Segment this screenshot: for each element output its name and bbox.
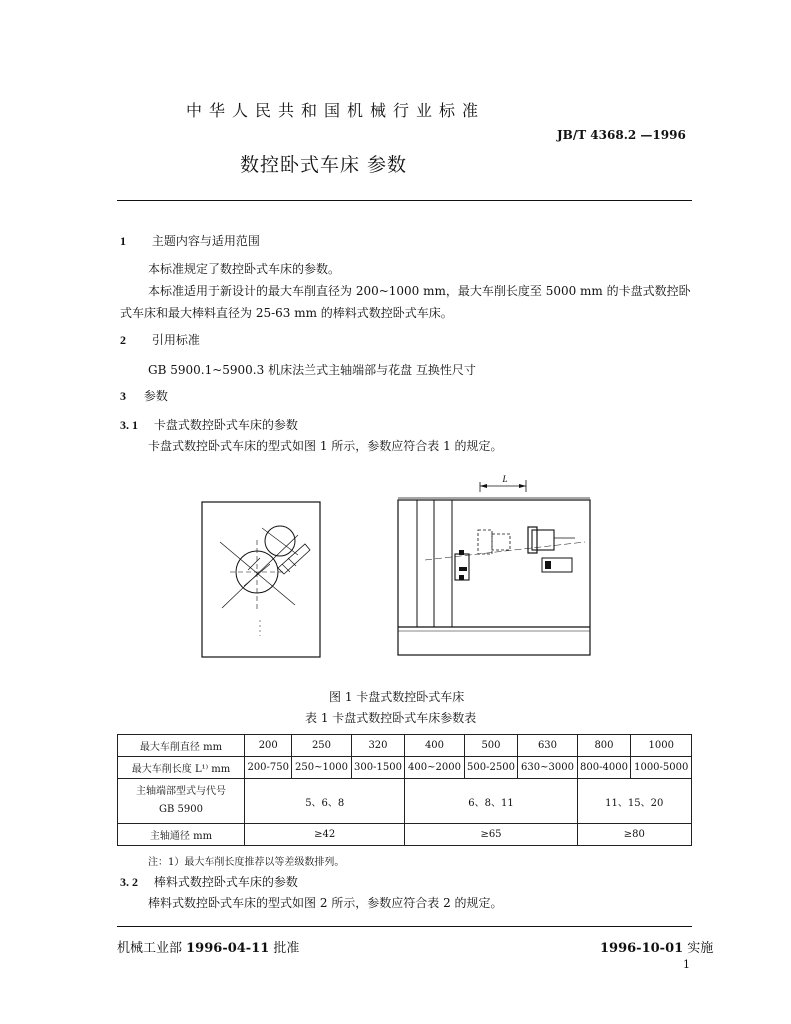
table-cell: 5、6、8 bbox=[245, 779, 405, 824]
row-header bbox=[118, 779, 245, 824]
reference-standard: GB 5900.1~5900.3 机床法兰式主轴端部与花盘 互换性尺寸 bbox=[148, 363, 476, 377]
row-header: 最大车削直径 mm bbox=[118, 735, 245, 757]
section-number: 1 bbox=[120, 234, 126, 248]
lathe-front-view-drawing bbox=[395, 472, 595, 662]
section-number: 2 bbox=[120, 333, 126, 347]
parameter-table bbox=[117, 734, 692, 846]
lathe-side-view-drawing bbox=[200, 500, 325, 660]
page-title: 数控卧式车床 参数 bbox=[240, 154, 408, 176]
table-cell: 1000 bbox=[631, 735, 692, 757]
paragraph: 式车床和最大棒料直径为 25-63 mm 的棒料式数控卧式车床。 bbox=[120, 306, 453, 320]
table-cell: 11、15、20 bbox=[577, 779, 691, 824]
implementation-date: 1996-10-01 bbox=[600, 941, 684, 956]
figure-caption: 图 1 卡盘式数控卧式车床 bbox=[329, 690, 465, 704]
approval-suffix: 批准 bbox=[269, 941, 300, 956]
table-cell: 300-1500 bbox=[351, 757, 405, 779]
section-title: 参数 bbox=[143, 389, 168, 403]
section-title: 卡盘式数控卧式车床的参数 bbox=[153, 418, 298, 432]
footer-rule bbox=[117, 926, 692, 927]
section-3-1-heading bbox=[120, 416, 298, 433]
dimension-label-l: L bbox=[502, 474, 508, 484]
section-1-heading bbox=[120, 232, 260, 249]
table-cell: ≥80 bbox=[577, 824, 691, 846]
table-cell: ≥65 bbox=[405, 824, 577, 846]
table-cell: 400~2000 bbox=[405, 757, 464, 779]
row-header: 最大车削长度 L¹⁾ mm bbox=[118, 757, 245, 779]
paragraph: 本标准适用于新设计的最大车削直径为 200~1000 mm，最大车削长度至 5000 mm 的卡盘式数控卧 bbox=[148, 284, 691, 298]
section-number: 3 bbox=[120, 389, 126, 403]
standard-organization: 中华人民共和国机械行业标准 bbox=[186, 101, 486, 120]
table-note: 注：1）最大车削长度推荐以等差级数排列。 bbox=[148, 857, 345, 868]
row-header-line: 主轴端部型式与代号 bbox=[136, 786, 226, 797]
table-row bbox=[118, 757, 692, 779]
table-cell: 250~1000 bbox=[292, 757, 351, 779]
section-number: 3. 2 bbox=[120, 875, 138, 889]
paragraph: 本标准规定了数控卧式车床的参数。 bbox=[148, 262, 341, 276]
table-cell: 6、8、11 bbox=[405, 779, 577, 824]
table-cell: ≥42 bbox=[245, 824, 405, 846]
paragraph: 卡盘式数控卧式车床的型式如图 1 所示，参数应符合表 1 的规定。 bbox=[148, 439, 503, 453]
section-title: 引用标准 bbox=[151, 333, 200, 347]
table-cell: 800-4000 bbox=[577, 757, 631, 779]
table-row bbox=[118, 735, 692, 757]
section-title: 主题内容与适用范围 bbox=[151, 234, 260, 248]
table-cell: 500-2500 bbox=[464, 757, 518, 779]
table-cell: 250 bbox=[292, 735, 351, 757]
paragraph: 棒料式数控卧式车床的型式如图 2 所示，参数应符合表 2 的规定。 bbox=[148, 896, 503, 910]
approval-org: 机械工业部 bbox=[117, 941, 187, 956]
standard-code: JB/T 4368.2 —1996 bbox=[557, 128, 686, 142]
table-cell: 630~3000 bbox=[518, 757, 577, 779]
table-cell: 1000-5000 bbox=[631, 757, 692, 779]
table-cell: 800 bbox=[577, 735, 631, 757]
section-title: 棒料式数控卧式车床的参数 bbox=[153, 875, 298, 889]
approval-line bbox=[117, 937, 299, 956]
table-cell: 400 bbox=[405, 735, 464, 757]
table-row bbox=[118, 824, 692, 846]
table-cell: 200-750 bbox=[245, 757, 292, 779]
implementation-suffix: 实施 bbox=[683, 941, 714, 956]
row-header-line: GB 5900 bbox=[159, 804, 203, 815]
header-rule bbox=[117, 200, 692, 201]
table-cell: 500 bbox=[464, 735, 518, 757]
row-header: 主轴通径 mm bbox=[118, 824, 245, 846]
table-cell: 320 bbox=[351, 735, 405, 757]
implementation-line bbox=[600, 937, 713, 956]
table-cell: 200 bbox=[245, 735, 292, 757]
section-number: 3. 1 bbox=[120, 418, 138, 432]
section-3-heading bbox=[120, 387, 168, 404]
table-caption: 表 1 卡盘式数控卧式车床参数表 bbox=[305, 711, 477, 725]
section-3-2-heading bbox=[120, 873, 298, 890]
approval-date: 1996-04-11 bbox=[186, 941, 270, 956]
table-row bbox=[118, 779, 692, 824]
page-number: 1 bbox=[683, 958, 690, 971]
table-cell: 630 bbox=[518, 735, 577, 757]
section-2-heading bbox=[120, 331, 200, 348]
